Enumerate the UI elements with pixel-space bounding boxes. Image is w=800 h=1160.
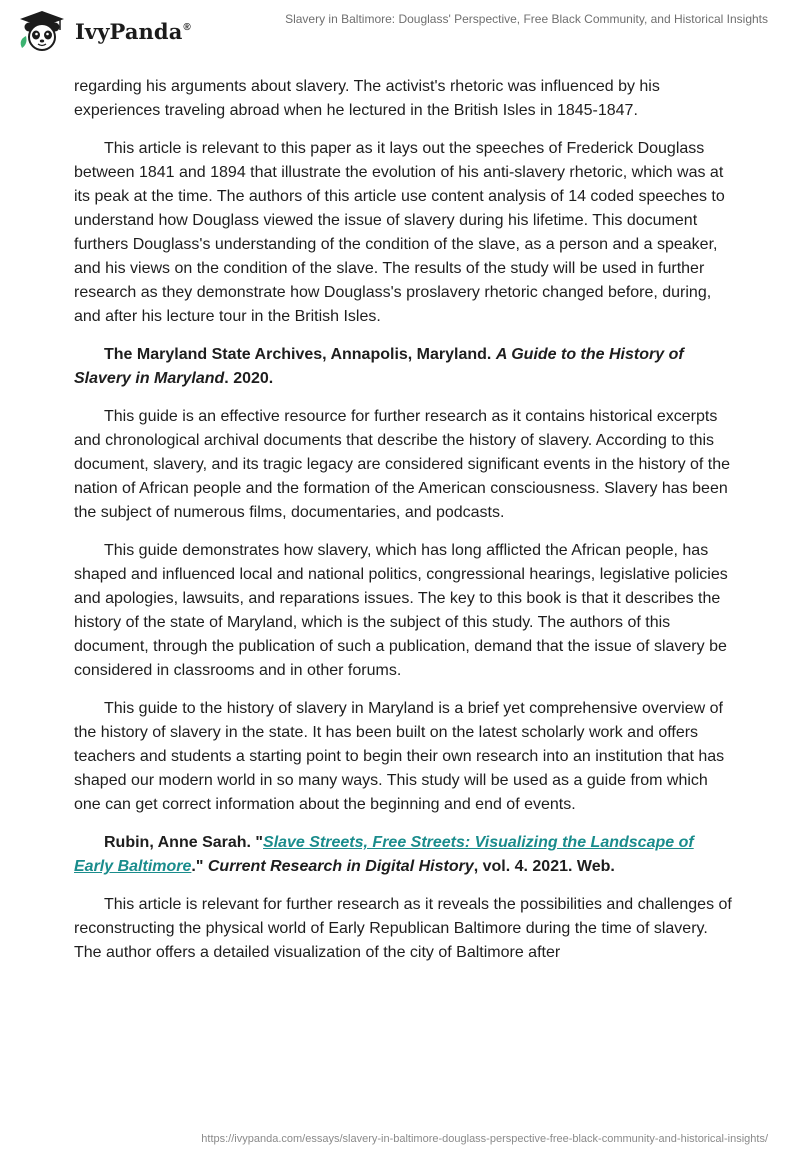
paragraph: This guide to the history of slavery in Maryland is a brief yet comprehensive overview of the history of slavery in the state. It has been built on the latest scholarly work and offers teachers and students a starting point to begin their own research into an institution that has shaped our modern world in so many ways. This study will be used as a guide from which one can get correct information about the beginning and end of events. <box>74 700 725 813</box>
reference-quote-close: ." <box>191 858 208 875</box>
paragraph: This guide demonstrates how slavery, which has long afflicted the African people, has shaped and influenced local and national politics, congressional hearings, legislative policies and apologies, lawsuits, and reparations issues. The key to this book is that it describes the history of the state of Maryland, which is the subject of this study. The authors of this document, through the publication of such a publication, demand that the issue of slavery be considered in classrooms and in other forums. <box>74 542 728 679</box>
reference-link[interactable]: Slave Streets, Free Streets: Visualizing the Landscape of Early Baltimore <box>74 834 694 875</box>
reference-details: , vol. 4. 2021. Web. <box>473 858 615 875</box>
panda-icon <box>16 10 68 52</box>
page-header <box>0 0 800 66</box>
reference-details: . 2020. <box>224 370 274 387</box>
paragraph: This article is relevant for further research as it reveals the possibilities and challenges of reconstructing the physical world of Early Republican Baltimore during the time of slavery. The author offers a detailed visualization of the city of Baltimore after <box>74 896 732 961</box>
reference-rubin <box>74 831 734 879</box>
essay-body <box>74 75 734 979</box>
paragraph: This guide is an effective resource for further research as it contains historical excerpts and chronological archival documents that describe the history of slavery. According to this document, slavery, and its tragic legacy are considered significant events in the history of the nation of African people and the formation of the American consciousness. Slavery has been the subject of numerous films, documentaries, and podcasts. <box>74 408 731 521</box>
ivypanda-logo[interactable] <box>16 10 191 52</box>
brand-name: IvyPanda® <box>75 18 191 44</box>
reference-author: Rubin, Anne Sarah. " <box>104 834 264 851</box>
reference-maryland <box>74 343 734 391</box>
document-title: Slavery in Baltimore: Douglass' Perspective, Free Black Community, and Historical Insights <box>285 12 768 26</box>
footer-url[interactable]: https://ivypanda.com/essays/slavery-in-baltimore-douglass-perspective-free-black-community-and-historical-insights/ <box>201 1133 768 1145</box>
paragraph: regarding his arguments about slavery. The activist's rhetoric was influenced by his experiences traveling abroad when he lectured in the British Isles in 1845-1847. <box>74 78 660 119</box>
reference-author: The Maryland State Archives, Annapolis, Maryland. <box>104 346 496 363</box>
reference-journal: Current Research in Digital History <box>207 858 474 875</box>
reference-title: A Guide to the History of Slavery in Maryland <box>74 346 684 387</box>
paragraph: This article is relevant to this paper as it lays out the speeches of Frederick Douglass between 1841 and 1894 that illustrate the evolution of his anti-slavery rhetoric, which was at its peak at the time. The authors of this article use content analysis of 14 coded speeches to understand how Douglass viewed the issue of slavery during his lifetime. This document furthers Douglass's understanding of the condition of the slave, as a person and a speaker, and his views on the condition of the slave. The results of the study will be used in further research as they demonstrate how Douglass's proslavery rhetoric changed before, during, and after his lecture tour in the British Isles. <box>74 140 725 325</box>
